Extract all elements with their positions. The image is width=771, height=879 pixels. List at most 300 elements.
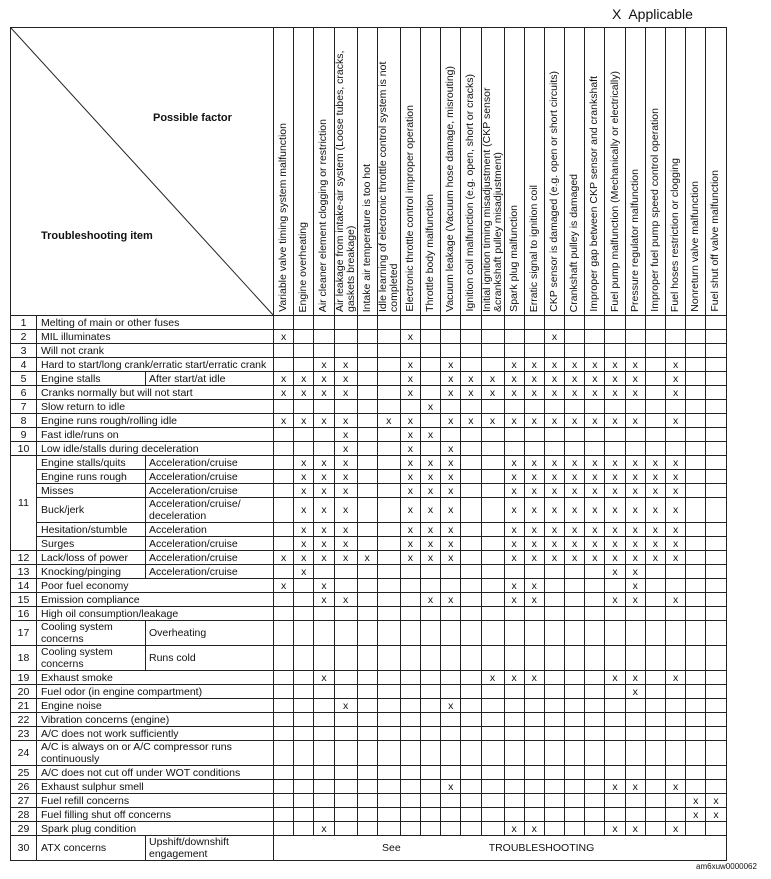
- troubleshooting-item: Low idle/stalls during deceleration: [37, 442, 274, 456]
- factor-cell: [585, 685, 605, 699]
- factor-cell: [706, 780, 726, 794]
- applicable-mark: x: [706, 794, 726, 808]
- factor-cell: [605, 646, 625, 671]
- factor-cell: [666, 727, 686, 741]
- factor-cell: [625, 766, 645, 780]
- factor-cell: [504, 727, 524, 741]
- applicable-mark: x: [400, 330, 420, 344]
- applicable-mark: x: [334, 699, 357, 713]
- table-body: [11, 316, 727, 861]
- factor-cell: [686, 621, 706, 646]
- factor-cell: [686, 699, 706, 713]
- factor-cell: [294, 400, 314, 414]
- applicable-mark: x: [314, 551, 334, 565]
- row-number: 20: [11, 685, 37, 699]
- factor-cell: [645, 372, 665, 386]
- factor-cell: [585, 593, 605, 607]
- factor-cell: [666, 565, 686, 579]
- applicable-mark: x: [585, 498, 605, 523]
- factor-cell: [357, 699, 377, 713]
- factor-cell: [565, 621, 585, 646]
- applicable-mark: x: [334, 523, 357, 537]
- factor-cell: [686, 498, 706, 523]
- factor-cell: [481, 593, 504, 607]
- factor-cell: [565, 428, 585, 442]
- applicable-mark: x: [524, 470, 544, 484]
- factor-cell: [544, 671, 564, 685]
- factor-cell: [314, 685, 334, 699]
- applicable-mark: x: [461, 414, 481, 428]
- factor-cell: [504, 428, 524, 442]
- factor-cell: [420, 671, 440, 685]
- troubleshooting-item: Cranks normally but will not start: [37, 386, 274, 400]
- table-row: [11, 400, 727, 414]
- applicable-mark: x: [334, 593, 357, 607]
- factor-cell: [377, 456, 400, 470]
- factor-cell: [504, 442, 524, 456]
- applicable-mark: x: [314, 456, 334, 470]
- factor-cell: [377, 442, 400, 456]
- applicable-mark: x: [544, 523, 564, 537]
- factor-cell: [706, 646, 726, 671]
- factor-label: Engine overheating: [297, 221, 310, 312]
- applicable-mark: x: [461, 372, 481, 386]
- factor-cell: [334, 766, 357, 780]
- troubleshooting-item: Exhaust sulphur smell: [37, 780, 274, 794]
- factor-cell: [645, 646, 665, 671]
- factor-cell: [481, 607, 504, 621]
- applicable-mark: x: [274, 372, 294, 386]
- factor-cell: [481, 621, 504, 646]
- factor-cell: [420, 780, 440, 794]
- item-condition: Acceleration/cruise: [146, 484, 274, 498]
- factor-cell: [481, 766, 504, 780]
- applicable-mark: x: [294, 470, 314, 484]
- factor-cell: [645, 358, 665, 372]
- applicable-mark: x: [334, 498, 357, 523]
- factor-cell: [377, 794, 400, 808]
- applicable-mark: x: [294, 484, 314, 498]
- item-condition: Acceleration/cruise: [146, 565, 274, 579]
- row-number: 12: [11, 551, 37, 565]
- factor-cell: [274, 713, 294, 727]
- factor-cell: [420, 822, 440, 836]
- factor-cell: [357, 741, 377, 766]
- applicable-mark: x: [645, 456, 665, 470]
- factor-cell: [400, 316, 420, 330]
- factor-cell: [377, 766, 400, 780]
- applicable-mark: x: [334, 414, 357, 428]
- factor-cell: [504, 400, 524, 414]
- applicable-mark: x: [666, 537, 686, 551]
- factor-label: Air cleaner element clogging or restriction: [317, 118, 330, 312]
- factor-cell: [334, 780, 357, 794]
- troubleshooting-item: ATX concerns: [37, 836, 146, 861]
- factor-cell: [524, 646, 544, 671]
- factor-cell: [686, 822, 706, 836]
- factor-cell: [686, 523, 706, 537]
- applicable-mark: x: [565, 372, 585, 386]
- factor-cell: [461, 484, 481, 498]
- applicable-mark: x: [400, 386, 420, 400]
- factor-cell: [461, 442, 481, 456]
- row-number: 10: [11, 442, 37, 456]
- applicable-mark: x: [625, 498, 645, 523]
- factor-cell: [585, 766, 605, 780]
- factor-cell: [314, 400, 334, 414]
- factor-cell: [544, 607, 564, 621]
- factor-cell: [544, 593, 564, 607]
- factor-cell: [544, 428, 564, 442]
- applicable-mark: x: [441, 699, 461, 713]
- factor-cell: [686, 671, 706, 685]
- factor-cell: [585, 344, 605, 358]
- applicable-mark: x: [605, 484, 625, 498]
- factor-cell: [314, 646, 334, 671]
- applicable-mark: x: [481, 414, 504, 428]
- factor-cell: [585, 330, 605, 344]
- factor-cell: [400, 671, 420, 685]
- row-number: 1: [11, 316, 37, 330]
- applicable-mark: x: [666, 414, 686, 428]
- factor-cell: [706, 727, 726, 741]
- applicable-mark: x: [666, 822, 686, 836]
- applicable-mark: x: [524, 414, 544, 428]
- troubleshooting-table: [10, 27, 727, 861]
- factor-cell: [686, 537, 706, 551]
- factor-cell: [481, 456, 504, 470]
- factor-cell: [420, 414, 440, 428]
- factor-cell: [357, 822, 377, 836]
- applicable-mark: x: [524, 484, 544, 498]
- applicable-mark: x: [420, 551, 440, 565]
- factor-cell: [294, 646, 314, 671]
- factor-cell: [400, 766, 420, 780]
- factor-cell: [481, 344, 504, 358]
- table-row: [11, 344, 727, 358]
- applicable-mark: x: [544, 414, 564, 428]
- factor-label: Variable valve timing system malfunction: [277, 123, 290, 312]
- factor-cell: [686, 358, 706, 372]
- factor-cell: [605, 316, 625, 330]
- factor-cell: [645, 428, 665, 442]
- factor-cell: [666, 621, 686, 646]
- applicable-mark: x: [420, 593, 440, 607]
- applicable-mark: x: [585, 523, 605, 537]
- factor-cell: [625, 428, 645, 442]
- troubleshooting-item: MIL illuminates: [37, 330, 274, 344]
- factor-cell: [314, 808, 334, 822]
- factor-cell: [686, 741, 706, 766]
- factor-cell: [666, 808, 686, 822]
- factor-cell: [377, 808, 400, 822]
- factor-cell: [605, 330, 625, 344]
- factor-cell: [585, 565, 605, 579]
- applicable-mark: x: [400, 428, 420, 442]
- applicable-mark: x: [294, 456, 314, 470]
- applicable-mark: x: [666, 780, 686, 794]
- factor-cell: [504, 713, 524, 727]
- factor-cell: [377, 400, 400, 414]
- factor-cell: [605, 741, 625, 766]
- factor-header: [314, 28, 334, 316]
- factor-cell: [524, 621, 544, 646]
- factor-cell: [441, 794, 461, 808]
- factor-cell: [481, 699, 504, 713]
- applicable-mark: x: [504, 579, 524, 593]
- row-number: 25: [11, 766, 37, 780]
- applicable-mark: x: [334, 428, 357, 442]
- factor-cell: [565, 646, 585, 671]
- factor-cell: [504, 699, 524, 713]
- factor-cell: [481, 523, 504, 537]
- applicable-mark: x: [524, 537, 544, 551]
- factor-cell: [294, 330, 314, 344]
- factor-cell: [666, 685, 686, 699]
- applicable-mark: x: [441, 523, 461, 537]
- applicable-mark: x: [441, 358, 461, 372]
- factor-cell: [645, 741, 665, 766]
- factor-cell: [400, 579, 420, 593]
- factor-cell: [274, 780, 294, 794]
- factor-cell: [357, 414, 377, 428]
- applicable-mark: x: [334, 372, 357, 386]
- applicable-mark: x: [565, 523, 585, 537]
- troubleshooting-item: Emission compliance: [37, 593, 274, 607]
- applicable-mark: x: [334, 551, 357, 565]
- factor-cell: [625, 713, 645, 727]
- applicable-mark: x: [504, 372, 524, 386]
- troubleshooting-item: Buck/jerk: [37, 498, 146, 523]
- factor-cell: [544, 741, 564, 766]
- factor-cell: [686, 428, 706, 442]
- factor-cell: [274, 537, 294, 551]
- factor-cell: [357, 400, 377, 414]
- factor-cell: [334, 565, 357, 579]
- factor-cell: [585, 646, 605, 671]
- troubleshooting-item: Misses: [37, 484, 146, 498]
- applicable-mark: x: [625, 523, 645, 537]
- factor-cell: [274, 607, 294, 621]
- factor-cell: [357, 344, 377, 358]
- row-number: 7: [11, 400, 37, 414]
- factor-cell: [294, 794, 314, 808]
- factor-cell: [585, 671, 605, 685]
- applicable-mark: x: [420, 470, 440, 484]
- applicable-mark: x: [420, 456, 440, 470]
- factor-cell: [585, 316, 605, 330]
- applicable-mark: x: [294, 551, 314, 565]
- factor-cell: [461, 470, 481, 484]
- applicable-mark: x: [441, 537, 461, 551]
- factor-header: [565, 28, 585, 316]
- factor-header: [585, 28, 605, 316]
- factor-cell: [504, 741, 524, 766]
- factor-cell: [625, 699, 645, 713]
- table-row: [11, 537, 727, 551]
- factor-header: [461, 28, 481, 316]
- factor-cell: [686, 316, 706, 330]
- applicable-mark: x: [314, 470, 334, 484]
- legend-mark: X: [612, 6, 622, 22]
- factor-cell: [481, 400, 504, 414]
- row-number: 21: [11, 699, 37, 713]
- applicable-mark: x: [274, 330, 294, 344]
- factor-cell: [377, 565, 400, 579]
- applicable-mark: x: [565, 537, 585, 551]
- item-condition: Acceleration/cruise: [146, 470, 274, 484]
- applicable-mark: x: [605, 565, 625, 579]
- row-number: 24: [11, 741, 37, 766]
- applicable-mark: x: [605, 358, 625, 372]
- applicable-mark: x: [645, 537, 665, 551]
- factor-cell: [544, 344, 564, 358]
- factor-cell: [357, 428, 377, 442]
- factor-cell: [274, 498, 294, 523]
- factor-cell: [565, 713, 585, 727]
- factor-cell: [524, 685, 544, 699]
- factor-cell: [686, 372, 706, 386]
- applicable-mark: x: [294, 498, 314, 523]
- factor-header: [274, 28, 294, 316]
- applicable-mark: x: [666, 523, 686, 537]
- factor-cell: [294, 766, 314, 780]
- factor-cell: [585, 741, 605, 766]
- factor-cell: [420, 699, 440, 713]
- factor-cell: [686, 330, 706, 344]
- factor-cell: [686, 607, 706, 621]
- factor-cell: [294, 780, 314, 794]
- applicable-mark: x: [585, 358, 605, 372]
- factor-cell: [461, 685, 481, 699]
- factor-cell: [294, 621, 314, 646]
- factor-cell: [625, 621, 645, 646]
- factor-cell: [314, 442, 334, 456]
- factor-cell: [666, 428, 686, 442]
- factor-cell: [420, 344, 440, 358]
- factor-cell: [377, 646, 400, 671]
- applicable-mark: x: [605, 537, 625, 551]
- factor-cell: [357, 498, 377, 523]
- factor-cell: [377, 537, 400, 551]
- factor-cell: [294, 344, 314, 358]
- applicable-mark: x: [625, 537, 645, 551]
- factor-cell: [625, 646, 645, 671]
- factor-cell: [544, 822, 564, 836]
- factor-cell: [377, 428, 400, 442]
- factor-cell: [274, 699, 294, 713]
- factor-header: [334, 28, 357, 316]
- factor-cell: [461, 330, 481, 344]
- factor-cell: [420, 621, 440, 646]
- applicable-mark: x: [605, 386, 625, 400]
- factor-cell: [666, 579, 686, 593]
- applicable-mark: x: [585, 470, 605, 484]
- factor-cell: [605, 442, 625, 456]
- factor-cell: [377, 330, 400, 344]
- factor-cell: [706, 537, 726, 551]
- factor-cell: [294, 699, 314, 713]
- factor-cell: [377, 780, 400, 794]
- applicable-mark: x: [666, 498, 686, 523]
- factor-cell: [334, 671, 357, 685]
- applicable-mark: x: [294, 414, 314, 428]
- applicable-mark: x: [666, 470, 686, 484]
- factor-cell: [400, 607, 420, 621]
- factor-cell: [400, 646, 420, 671]
- item-condition: Acceleration/cruise: [146, 537, 274, 551]
- factor-cell: [544, 442, 564, 456]
- factor-cell: [645, 414, 665, 428]
- applicable-mark: x: [334, 358, 357, 372]
- applicable-mark: x: [504, 822, 524, 836]
- factor-cell: [625, 344, 645, 358]
- applicable-mark: x: [504, 484, 524, 498]
- factor-cell: [294, 442, 314, 456]
- applicable-mark: x: [666, 358, 686, 372]
- factor-cell: [400, 727, 420, 741]
- factor-cell: [706, 358, 726, 372]
- factor-cell: [294, 316, 314, 330]
- factor-cell: [314, 727, 334, 741]
- applicable-mark: x: [420, 400, 440, 414]
- factor-cell: [585, 579, 605, 593]
- factor-cell: [314, 699, 334, 713]
- factor-cell: [625, 442, 645, 456]
- factor-cell: [274, 565, 294, 579]
- factor-cell: [504, 607, 524, 621]
- factor-cell: [524, 741, 544, 766]
- factor-cell: [585, 442, 605, 456]
- factor-label: CKP sensor is damaged (e.g. open or short circuits): [547, 71, 560, 312]
- applicable-mark: x: [504, 470, 524, 484]
- factor-label: Pressure regulator malfunction: [628, 169, 641, 312]
- factor-cell: [565, 400, 585, 414]
- factor-label: Throttle body malfunction: [424, 194, 437, 312]
- applicable-mark: x: [314, 358, 334, 372]
- applicable-mark: x: [314, 523, 334, 537]
- factor-header: [357, 28, 377, 316]
- applicable-mark: x: [645, 523, 665, 537]
- applicable-mark: x: [585, 551, 605, 565]
- factor-cell: [420, 766, 440, 780]
- applicable-mark: x: [504, 537, 524, 551]
- applicable-mark: x: [441, 551, 461, 565]
- factor-cell: [420, 685, 440, 699]
- applicable-mark: x: [625, 593, 645, 607]
- factor-cell: [706, 456, 726, 470]
- factor-cell: [274, 685, 294, 699]
- applicable-mark: x: [441, 442, 461, 456]
- factor-cell: [504, 646, 524, 671]
- factor-cell: [274, 794, 294, 808]
- factor-header: [706, 28, 726, 316]
- factor-cell: [686, 344, 706, 358]
- applicable-mark: x: [605, 498, 625, 523]
- factor-cell: [625, 607, 645, 621]
- factor-cell: [706, 442, 726, 456]
- factor-cell: [400, 565, 420, 579]
- row-number: 15: [11, 593, 37, 607]
- factor-cell: [706, 685, 726, 699]
- factor-cell: [357, 537, 377, 551]
- factor-cell: [706, 565, 726, 579]
- factor-label: Initial ignition timing misadjustment (CKP sensor &crankshaft pulley misadjustment): [480, 87, 504, 312]
- applicable-mark: x: [625, 470, 645, 484]
- applicable-mark: x: [524, 822, 544, 836]
- factor-cell: [544, 766, 564, 780]
- factor-cell: [524, 699, 544, 713]
